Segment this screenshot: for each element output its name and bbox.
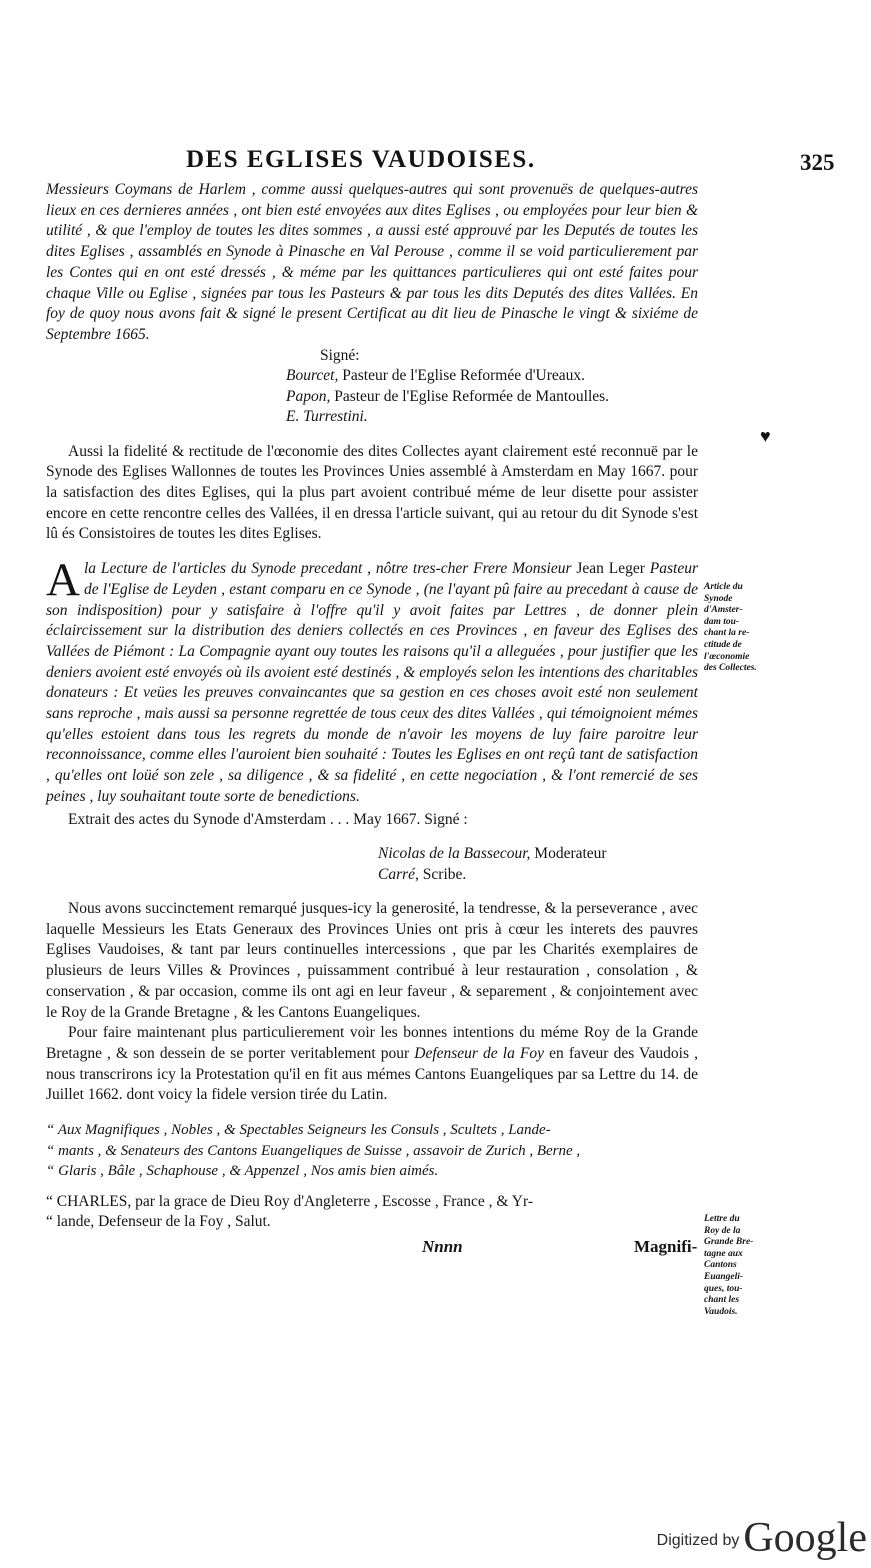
address-line-2: “ mants , & Senateurs des Cantons Euangeliques de Suisse , assavoir de Zurich , Berne ,	[46, 1142, 581, 1159]
paragraph-etats-generaux: Nous avons succinctement remarqué jusques-icy la generosité, la tendresse, & la perseverance , avec laquelle Messieurs les Etats Generaux des Provinces Unies ont pris à cœur les interets des pauvres Eglises Vaudoises, & tant par leurs continuelles intercessions , que par les Charités exemplaires de plusieurs de leurs Villes & Provinces , puissamment contribué à leur restauration , consolation , & conservation , & par occasion, comme ils ont agi en leur faveur , & separement , & conjointement avec le Roy de la Grande Bretagne , & les Cantons Euangeliques.	[46, 900, 698, 1021]
paragraph-collectes: Aussi la fidelité & rectitude de l'œconomie des dites Collectes ayant clairement esté reconnuë par le Synode des Eglises Wallonnes de toutes les Provinces Unies assemblé à Amsterdam en May 1667. pour la satisfaction des dites Eglises, qui la plus part avoient contribué méme de leur disette pour assister encore en cette rencontre celles des Vallées, il en dressa l'article suivant, qui au retour du dit Synode s'est lû és Consistoires de toutes les dites Eglises.	[46, 442, 698, 543]
margin-note-lettre: Lettre du Roy de la Grande Bre- tagne aux Cantons Euangeli- ques, tou- chant les Vaudois.	[704, 1214, 754, 1317]
address-line-1: “ Aux Magnifiques , Nobles , & Spectables Seigneurs les Consuls , Scultets , Lande-	[46, 1122, 551, 1139]
watermark-prefix: Digitized by	[656, 1532, 740, 1549]
address-line-3: “ Glaris , Bâle , Schaphouse , & Appenzel , Nos amis bien aimés.	[46, 1163, 439, 1180]
scribe-row: Carré, Scribe.	[378, 865, 467, 883]
opening-line-1: “ CHARLES, par la grace de Dieu Roy d'Angleterre , Escosse , France , & Yr-	[46, 1192, 533, 1210]
opening-line-2: “ lande, Defenseur de la Foy , Salut.	[46, 1213, 271, 1231]
defenseur-phrase: Defenseur de la Foy	[414, 1045, 545, 1062]
signatory-2: Papon, Pasteur de l'Eglise Reformée de Mantoulles.	[286, 387, 610, 405]
letter-address	[46, 1120, 698, 1182]
paragraph-roy: Pour faire maintenant plus particulierement voir les bonnes intentions du méme Roy de la Grande Bretagne , & son dessein de se porter veritablement pour Defenseur de la Foy en faveur des Vaudois , nous transcrirons icy la Protestation qu'il en fit aus mémes Cantons Euangeliques par sa Lettre du 14. de Juillet 1662. dont voicy la fidele version tirée du Latin.	[46, 1024, 698, 1104]
page-number: 325	[800, 150, 835, 175]
margin-note-synod: Article du Synode d'Amster- dam tou- chant la re- ctitude de l'œconomie des Collectes.	[704, 582, 757, 674]
drop-cap: A	[46, 554, 80, 607]
ink-blot-icon: ♥	[760, 426, 771, 446]
running-title: DES EGLISES VAUDOISES.	[186, 146, 536, 173]
certificate-text: Messieurs Coymans de Harlem , comme aussi quelques-autres qui sont provenuës de quelques-autres lieux en ces dernieres années , ont bien esté envoyées aux dites Eglises , ou employées pour leur bien & utilité , & que l'employ de toutes les dites sommes , a aussi esté approuvé par les Deputés de toutes les dites Eglises , assamblés en Synode à Pinasche en Val Perouse , comme il se void particulierement par les Contes qui en ont esté dressés , & méme par les quittances particulieres qui ont esté faites pour chaque Ville ou Eglise , signées par tous les Pasteurs & par tous les dits Deputés des dites Vallées. En foy de quoy nous avons fait & signé le present Certificat au dit lieu de Pinasche le vingt & sixiéme de Septembre 1665.	[46, 181, 698, 343]
signature-mark: Nnnn	[422, 1236, 463, 1256]
page-body	[46, 180, 698, 1261]
page-header	[0, 146, 871, 180]
signatory-3: E. Turrestini.	[286, 408, 368, 426]
moderators	[46, 844, 698, 885]
synod-article: Ala Lecture de l'articles du Synode precedant , nôtre tres-cher Frere Monsieur Jean Leger Pasteur de l'Eglise de Leyden , estant comparu en ce Synode , (ne l'ayant pû faire au precedant à cause de son indisposition) pour y satisfaire à l'offre qu'il y avoit faites par Lettres , de donner plein éclaircissement sur la distribution des deniers collectés en ces Provinces , en faveur des Eglises des Vallées de Piémont : La Compagnie ayant ouy toutes les raisons qu'il a alleguées , pour justifier que les deniers avoient esté envoyés où ils avoient esté destinés , & employés selon les intentions des charitables donateurs : Et veües les preuves convaincantes que sa gestion en ces choses avoit esté non seulement sans reproche , mais aussi sa personne regrettée de tous ceux des dites Vallées , qui témoignoient mémes qu'elles estoient dans tous les regrets du monde de n'avoir les moyens de luy faire paroitre leur reconnoissance, comme elles l'auroient bien souhaité : Toutes les Eglises en ont reçû tant de satisfaction , qu'elles ont loüé son zele , sa diligence , & sa fidelité , en cette negociation , & l'ont remercié de ses peines , luy souhaitant toute sorte de benedictions.	[46, 554, 699, 805]
moderator-row: Nicolas de la Bassecour, Moderateur	[378, 845, 607, 863]
signed-label: Signé:	[320, 346, 360, 364]
letter-opening	[46, 1192, 698, 1233]
page-footer	[46, 1237, 698, 1261]
digitized-watermark	[657, 1514, 867, 1562]
catchword: Magnifi-	[634, 1236, 698, 1256]
name-jean-leger: Jean Leger	[576, 560, 645, 578]
watermark-brand: Google	[743, 1515, 867, 1561]
certificate-signatures	[46, 346, 698, 428]
extract-line: Extrait des actes du Synode d'Amsterdam . . . May 1667. Signé :	[68, 810, 468, 828]
signatory-1: Bourcet, Pasteur de l'Eglise Reformée d'Ureaux.	[286, 367, 585, 385]
